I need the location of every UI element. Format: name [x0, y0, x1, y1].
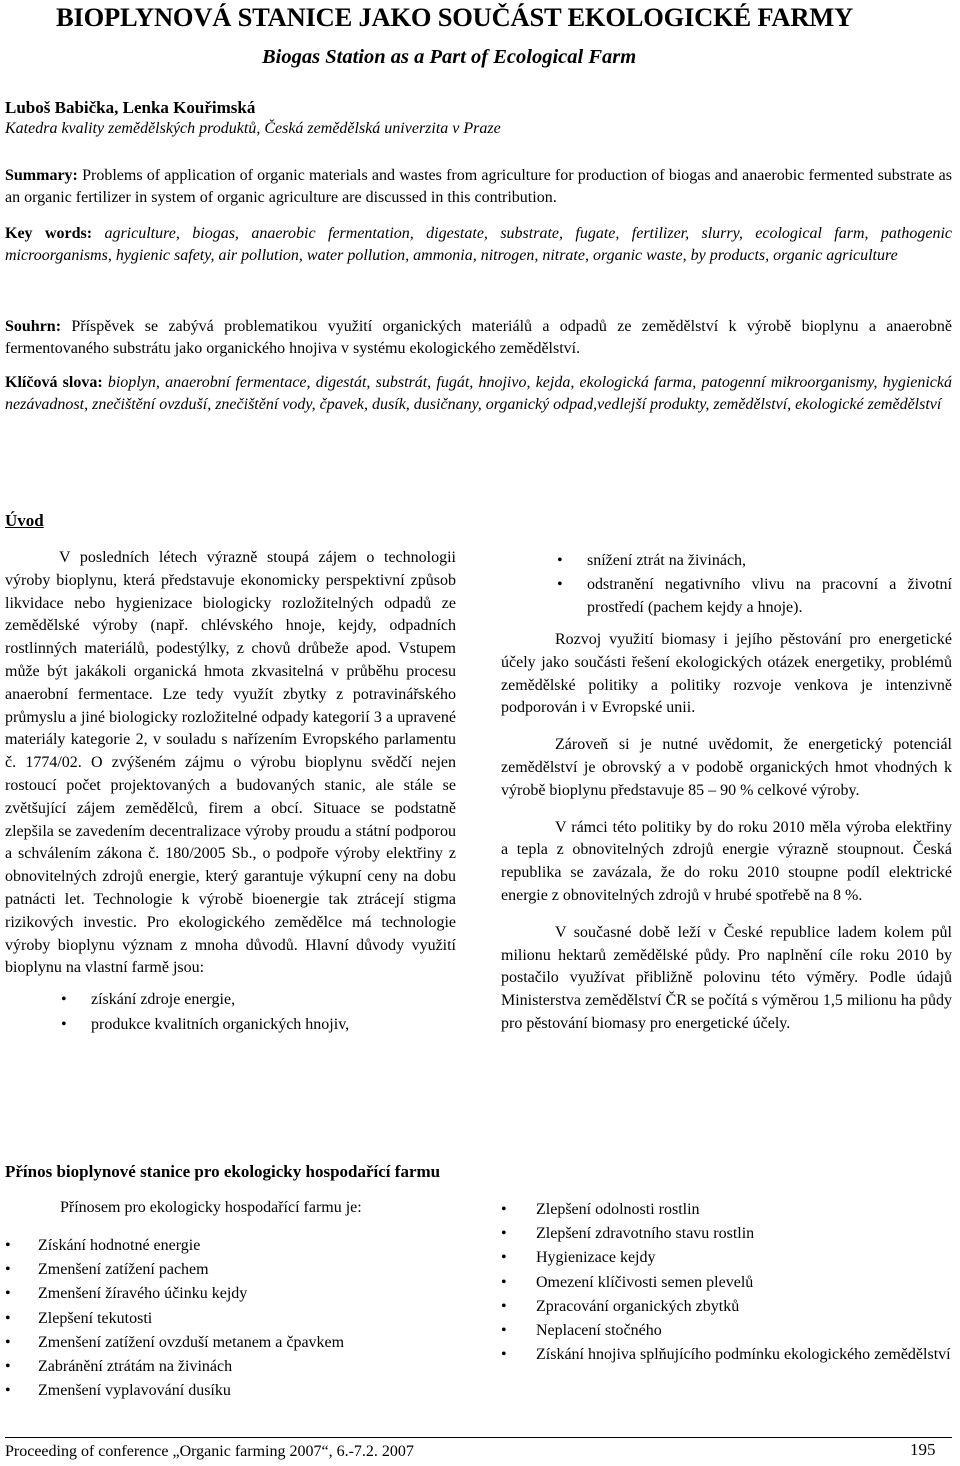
list-item: • Zmenšení zatížení ovzduší metanem a čpavkem	[5, 1331, 475, 1355]
bullet-icon: •	[5, 1333, 11, 1351]
keywords-paragraph	[5, 223, 952, 268]
klicova-slova-paragraph	[5, 372, 952, 417]
list-item: • Zmenšení žíravého účinku kejdy	[5, 1282, 475, 1306]
list-item: • produkce kvalitních organických hnojiv,	[61, 1013, 456, 1036]
bullet-icon: •	[501, 1273, 507, 1291]
bullet-icon: •	[501, 1322, 507, 1340]
summary-label: Summary:	[5, 167, 78, 184]
list-item: • Omezení klíčivosti semen plevelů	[501, 1271, 952, 1295]
klicova-slova-label: Klíčová slova:	[5, 374, 103, 391]
bullet-icon: •	[557, 552, 563, 569]
footer-rule	[5, 1437, 952, 1438]
list-item: • Hygienizace kejdy	[501, 1246, 952, 1270]
uvod-right-paragraph: V rámci této politiky by do roku 2010 měla výroba elektřiny a tepla z obnovitelných zdrojů energie výrazně stoupnout. Česká republika se zavázala, že do roku 2010 stoupne podíl elektrické energie z obnovitelných zdrojů v hrubé spotřebě na 8 %.	[501, 818, 952, 904]
bullet-icon: •	[501, 1297, 507, 1315]
list-item: • Zmenšení vyplavování dusíku	[5, 1379, 475, 1403]
bullet-icon: •	[5, 1261, 11, 1279]
bullet-icon: •	[61, 991, 67, 1009]
uvod-paragraph: V posledních létech výrazně stoupá zájem o technologii výroby bioplynu, která představuje ekonomicky perspektivní způsob likvidace nebo hygienizace biologicky rozložitelných odpadů ze zemědělské výroby (např. chlévského hnoje, kejdy, odpadních rostlinných materiálů, podestýlky, z chovů drůbeže apod. Vstupem může být jakákoli organická hmota zkvasitelná v průběhu procesu anaerobní fermentace. Lze tedy využít zbytky z potravinářského průmyslu a jiné biologicky rozložitelné odpady kategorií 3 a upravené materiály kategorie 2, v souladu s nařízením Evropského parlamentu č. 1774/02. O zvýšeném zájmu o výrobu bioplynu svědčí nejen rostoucí počet projektovaných a budovaných stanic, ale stále se zvětšující zájem zemědělců, firem a obcí. Situace se podstatně zlepšila se zavedením decentralizace výroby proudu a státní podporou a schválením zákona č. 180/2005 Sb., o podpoře výroby elektřiny z obnovitelných zdrojů energie, který garantuje výkupní ceny na dobu patnácti let. Technologie k výrobě bioenergie tak ztrácejí stigma rizikových investic. Pro ekologického zemědělce má technologie výroby bioplynu význam z mnoha důvodů. Hlavní důvody využití bioplynu na vlastní farmě jsou:	[5, 549, 456, 977]
bullet-icon: •	[5, 1358, 11, 1376]
bullet-icon: •	[5, 1237, 11, 1254]
list-item: • Zpracování organických zbytků	[501, 1295, 952, 1319]
prinos-heading: Přínos bioplynové stanice pro ekologicky hospodařící farmu	[5, 1162, 441, 1181]
list-item: • Zlepšení odolnosti rostlin	[501, 1198, 952, 1222]
list-item: • Zlepšení tekutosti	[5, 1307, 475, 1331]
bullet-icon: •	[501, 1201, 507, 1218]
uvod-left-column	[5, 547, 456, 1036]
bullet-icon: •	[5, 1309, 11, 1327]
list-item: • Neplacení stočného	[501, 1319, 952, 1343]
keywords-label: Key words:	[5, 225, 93, 242]
souhrn-paragraph	[5, 316, 952, 361]
uvod-right-paragraph: Zároveň si je nutné uvědomit, že energetický potenciál zemědělství je obrovský a v podobě organických hmot vhodných k výrobě bioplynu představuje 85 – 90 % celkové výroby.	[501, 736, 952, 799]
souhrn-label: Souhrn:	[5, 318, 62, 335]
page-number: 195	[910, 1440, 936, 1459]
uvod-right-bullets	[501, 549, 952, 619]
klicova-slova-text: bioplyn, anaerobní fermentace, digestát, substrát, fugát, hnojivo, kejda, ekologická farma, patogenní mikroorganismy, hygienická nezávadnost, znečištění ovzduší, znečištění vody, čpavek, dusík, dusičnany, organický odpad,vedlejší produkty, zemědělství, ekologické zemědělství	[5, 374, 953, 414]
paper-subtitle: Biogas Station as a Part of Ecological Farm	[262, 46, 637, 68]
uvod-right-column	[501, 549, 952, 1036]
prinos-intro: Přínosem pro ekologicky hospodařící farmu je:	[60, 1199, 362, 1216]
summary-text: Problems of application of organic materials and wastes from agriculture for production of biogas and anaerobic fermented substrate as an organic fertilizer in system of organic agriculture are discussed in this contribution.	[5, 167, 952, 207]
list-item: • Zmenšení zatížení pachem	[5, 1258, 475, 1282]
bullet-icon: •	[501, 1225, 507, 1243]
list-item: • Zlepšení zdravotního stavu rostlin	[501, 1222, 952, 1246]
bullet-icon: •	[5, 1382, 11, 1400]
keywords-text: agriculture, biogas, anaerobic fermentation, digestate, substrate, fugate, fertilizer, slurry, ecological farm, pathogenic microorganisms, hygienic safety, air pollution, water pollution, ammonia, nitrogen, nitrate, organic waste, by products, organic agriculture	[5, 225, 953, 265]
uvod-right-paragraph: V současné době leží v České republice ladem kolem půl milionu hektarů zemědělské půdy. Pro naplnění cíle roku 2010 by postačilo využívat přibližně polovinu této výměry. Podle údajů Ministerstva zemědělství ČR se počítá s výměrou 1,5 milionu ha půdy pro pěstování biomasy pro energetické účely.	[501, 923, 952, 1032]
bullet-icon: •	[501, 1249, 507, 1267]
list-item: • Zabránění ztrátám na živinách	[5, 1355, 475, 1379]
uvod-heading: Úvod	[5, 511, 44, 530]
souhrn-text: Příspěvek se zabývá problematikou využití organických materiálů a odpadů ze zemědělství k výrobě bioplynu a anaerobně fermentovaného substrátu jako organického hnojiva v systému ekologického zemědělství.	[5, 318, 952, 358]
summary-paragraph	[5, 165, 952, 210]
uvod-right-paragraph: Rozvoj využití biomasy i jejího pěstování pro energetické účely jako součásti řešení ekologických otázek energetiky, problémů zemědělské politiky a politiky rozvoje venkova je intenzivně podporován i v Evropské unii.	[501, 631, 952, 717]
list-item: • odstranění negativního vlivu na pracovní a životní prostředí (pachem kejdy a hnoje).	[557, 573, 952, 619]
authors: Luboš Babička, Lenka Kouřimská	[5, 98, 256, 117]
list-item: • snížení ztrát na živinách,	[557, 549, 952, 572]
list-item: • Získání hodnotné energie	[5, 1234, 475, 1258]
list-item: • získání zdroje energie,	[61, 988, 456, 1011]
prinos-left-list	[5, 1234, 475, 1403]
bullet-icon: •	[501, 1346, 507, 1364]
prinos-right-list	[501, 1198, 952, 1367]
bullet-icon: •	[61, 1016, 67, 1034]
list-item: • Získání hnojiva splňujícího podmínku ekologického zemědělství	[501, 1343, 952, 1367]
bullet-icon: •	[5, 1285, 11, 1303]
affiliation: Katedra kvality zemědělských produktů, Česká zemědělská univerzita v Praze	[5, 120, 501, 137]
uvod-left-bullets	[5, 988, 456, 1036]
footer-text: Proceeding of conference „Organic farming 2007“, 6.-7.2. 2007	[5, 1443, 414, 1460]
bullet-icon: •	[557, 576, 563, 593]
paper-title: BIOPLYNOVÁ STANICE JAKO SOUČÁST EKOLOGICKÉ FARMY	[56, 2, 854, 32]
